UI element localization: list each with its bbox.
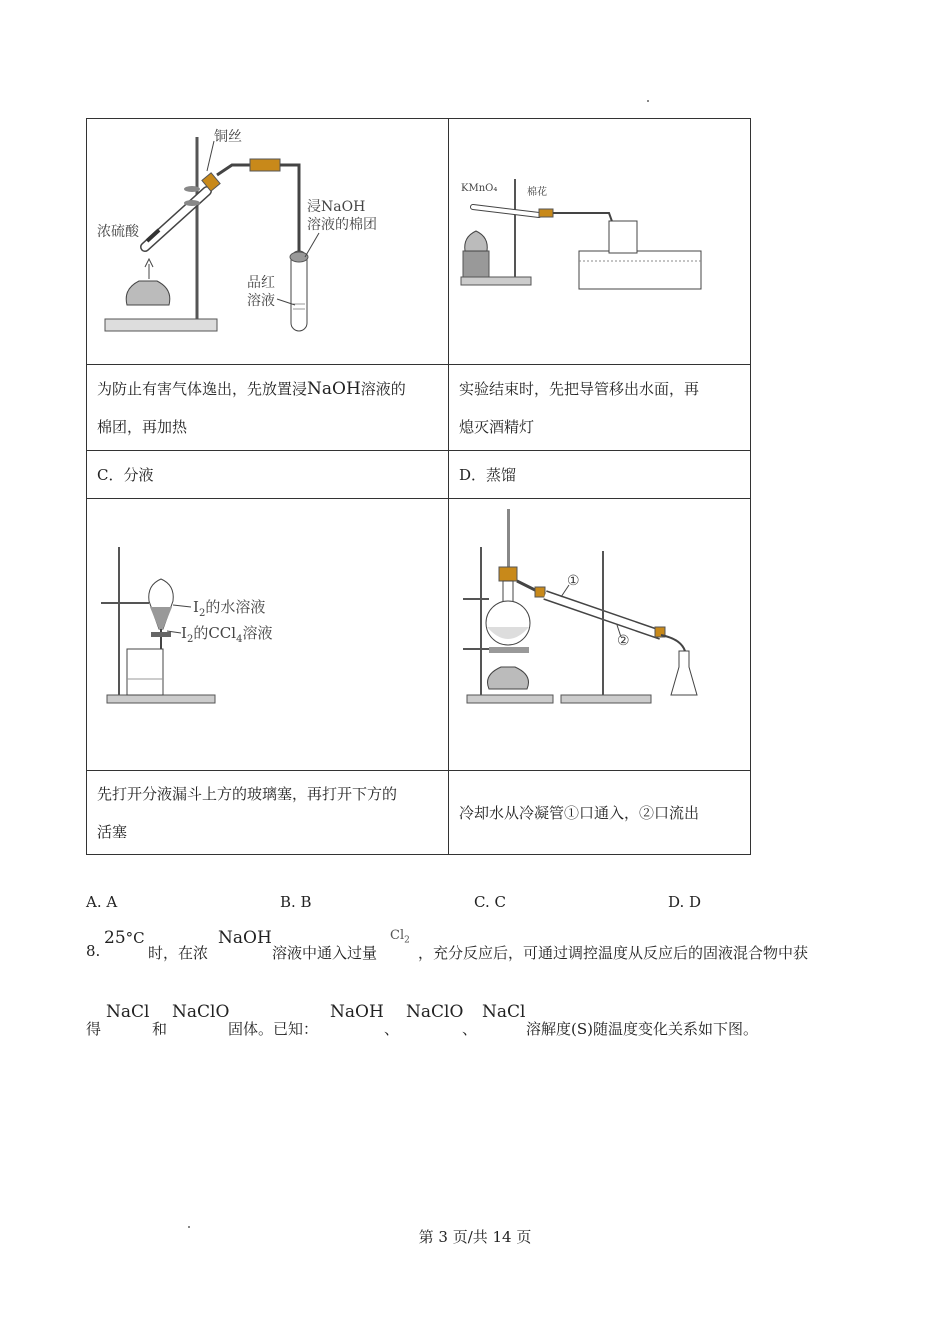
q8-number: 8. (86, 942, 101, 960)
note-cell-kmno4 (449, 365, 751, 451)
choice-c[interactable]: C. C (474, 893, 506, 911)
q8-sep-2: 、 (462, 1020, 478, 1038)
separating-funnel-apparatus (87, 499, 449, 771)
label-naoh-cotton-1: 浸NaOH (307, 199, 366, 215)
label-naoh-cotton-2: 溶液的棉团 (307, 217, 377, 233)
note-b-text-1: 实验结束时，先把导管移出水面，再 (459, 379, 700, 398)
label-i2-ccl4: $I_2$的CCl$_4$溶液 (181, 624, 273, 645)
page-mark-top (647, 100, 649, 102)
figure-cell-kmno4 (449, 119, 751, 365)
figure-cell-separation (87, 499, 449, 771)
figure-cell-distillation (449, 499, 751, 771)
q8-text-7: 溶解度(S)随温度变化关系如下图。 (526, 1020, 758, 1038)
q8-text-2: 溶液中通入过量 (272, 944, 378, 962)
q8-naoh-2: NaOH (330, 1002, 384, 1022)
page-footer: 第 3 页/共 14 页 (418, 1228, 532, 1246)
experiment-table (86, 118, 751, 855)
label-copper-wire: 铜丝 (214, 129, 242, 145)
q8-naclo-2: NaClO (406, 1002, 464, 1022)
kmno4-oxygen-apparatus (449, 119, 751, 365)
choice-d[interactable]: D. D (668, 893, 702, 911)
q8-text-4: 得 (86, 1020, 102, 1038)
label-conc-sulfuric-acid: 浓硫酸 (97, 224, 139, 240)
note-a-text-2: 溶液的 (360, 379, 406, 398)
q8-text-6: 固体。已知： (228, 1020, 319, 1038)
note-b-text-2: 熄灭酒精灯 (459, 417, 535, 436)
note-c-text-2: 活塞 (97, 822, 128, 841)
q8-naoh: NaOH (218, 928, 272, 948)
label-pinhong-2: 溶液 (247, 293, 275, 309)
conc-sulfuric-acid-apparatus (87, 119, 449, 365)
option-d-heading: D．蒸馏 (449, 451, 751, 499)
label-kmno4: KMnO₄ (461, 183, 498, 194)
q8-text-5: 和 (152, 1020, 168, 1038)
choice-a[interactable]: A. A (86, 893, 118, 911)
label-port-2: ② (617, 633, 630, 649)
figure-cell-sulfuric-acid (87, 119, 449, 365)
note-c-text-1: 先打开分液漏斗上方的玻璃塞，再打开下方的 (97, 784, 398, 803)
note-a-text-1: 为防止有害气体逸出，先放置浸 (97, 379, 308, 398)
q8-text-3: ，充分反应后，可通过调控温度从反应后的固液混合物中获 (418, 944, 809, 962)
note-a-text-3: 棉团，再加热 (97, 417, 188, 436)
note-cell-naoh-cotton (87, 365, 449, 451)
note-a-naoh: NaOH (307, 378, 361, 399)
option-c-heading: C．分液 (87, 451, 449, 499)
q8-text-1: 时，在浓 (148, 944, 209, 962)
label-cotton: 棉花 (527, 187, 547, 198)
note-cell-distillation: 冷却水从冷凝管①口通入，②口流出 (449, 771, 751, 855)
q8-temp: 25°C (104, 928, 145, 948)
distillation-apparatus (449, 499, 751, 771)
q8-naclo: NaClO (172, 1002, 230, 1022)
note-cell-separation (87, 771, 449, 855)
label-pinhong-1: 品红 (247, 275, 275, 291)
label-port-1: ① (567, 573, 580, 589)
q8-sep-1: 、 (384, 1020, 400, 1038)
label-i2-water: $I_2$的水溶液 (193, 598, 266, 619)
choice-b[interactable]: B. B (280, 893, 312, 911)
q8-cl2: $Cl_2$ (390, 928, 410, 946)
q8-nacl-2: NaCl (482, 1002, 526, 1022)
q8-nacl: NaCl (106, 1002, 150, 1022)
